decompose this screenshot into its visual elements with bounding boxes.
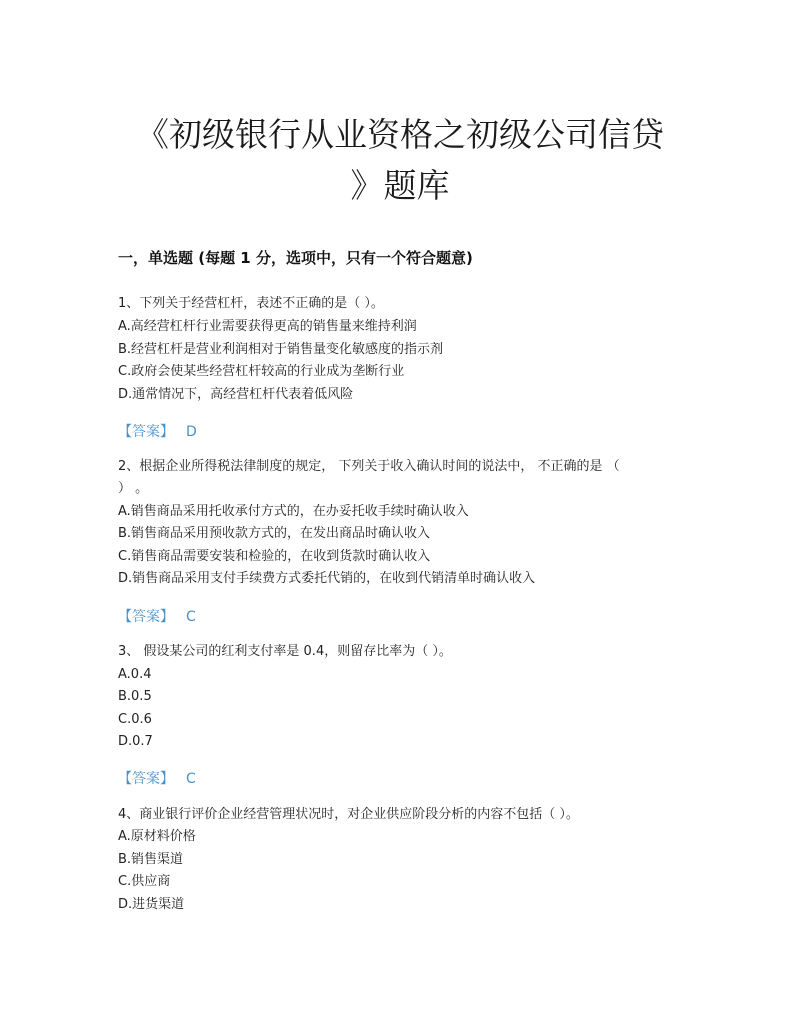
question-stem: 4、商业银行评价企业经营管理状况时，对企业供应阶段分析的内容不包括（ ）。	[118, 807, 579, 822]
option-a: A.原材料价格	[118, 829, 196, 844]
question-stem: 2、根据企业所得税法律制度的规定， 下列关于收入确认时间的说法中， 不正确的是 （	[118, 459, 620, 474]
answer-line	[118, 421, 197, 441]
answer-line	[118, 768, 196, 788]
option-c: C.政府会使某些经营杠杆较高的行业成为垄断行业	[118, 364, 405, 379]
option-c: C.0.6	[118, 712, 152, 727]
question-stem-continued: ） 。	[118, 481, 149, 496]
answer-value: C	[186, 609, 196, 625]
option-d: D.销售商品采用支付手续费方式委托代销的，在收到代销清单时确认收入	[118, 571, 536, 586]
answer-value: C	[186, 771, 196, 787]
option-b: B.0.5	[118, 689, 152, 704]
question-stem: 1、下列关于经营杠杆，表述不正确的是（ ）。	[118, 296, 384, 311]
option-b: B.销售渠道	[118, 852, 184, 867]
question-stem: 3、 假设某公司的红利支付率是 0.4，则留存比率为（ ）。	[118, 644, 452, 659]
answer-label: 【答案】	[118, 771, 174, 787]
document-title-line-2: 》题库	[350, 166, 450, 205]
option-b: B.销售商品采用预收款方式的，在发出商品时确认收入	[118, 526, 431, 541]
answer-label: 【答案】	[118, 424, 174, 440]
option-d: D.0.7	[118, 734, 153, 749]
option-d: D.进货渠道	[118, 897, 185, 912]
option-a: A.销售商品采用托收承付方式的，在办妥托收手续时确认收入	[118, 504, 469, 519]
answer-label: 【答案】	[118, 609, 174, 625]
answer-value: D	[186, 424, 197, 440]
option-c: C.供应商	[118, 874, 171, 889]
option-d: D.通常情况下，高经营杠杆代表着低风险	[118, 387, 354, 402]
document-title-line-1: 《初级银行从业资格之初级公司信贷	[136, 115, 664, 154]
answer-line	[118, 606, 196, 626]
option-a: A.0.4	[118, 667, 152, 682]
option-b: B.经营杠杆是营业利润相对于销售量变化敏感度的指示剂	[118, 342, 444, 357]
option-c: C.销售商品需要安装和检验的，在收到货款时确认收入	[118, 549, 431, 564]
section-heading: 一，单选题 (每题 1 分，选项中，只有一个符合题意)	[118, 249, 473, 267]
option-a: A.高经营杠杆行业需要获得更高的销售量来维持利润	[118, 319, 417, 334]
